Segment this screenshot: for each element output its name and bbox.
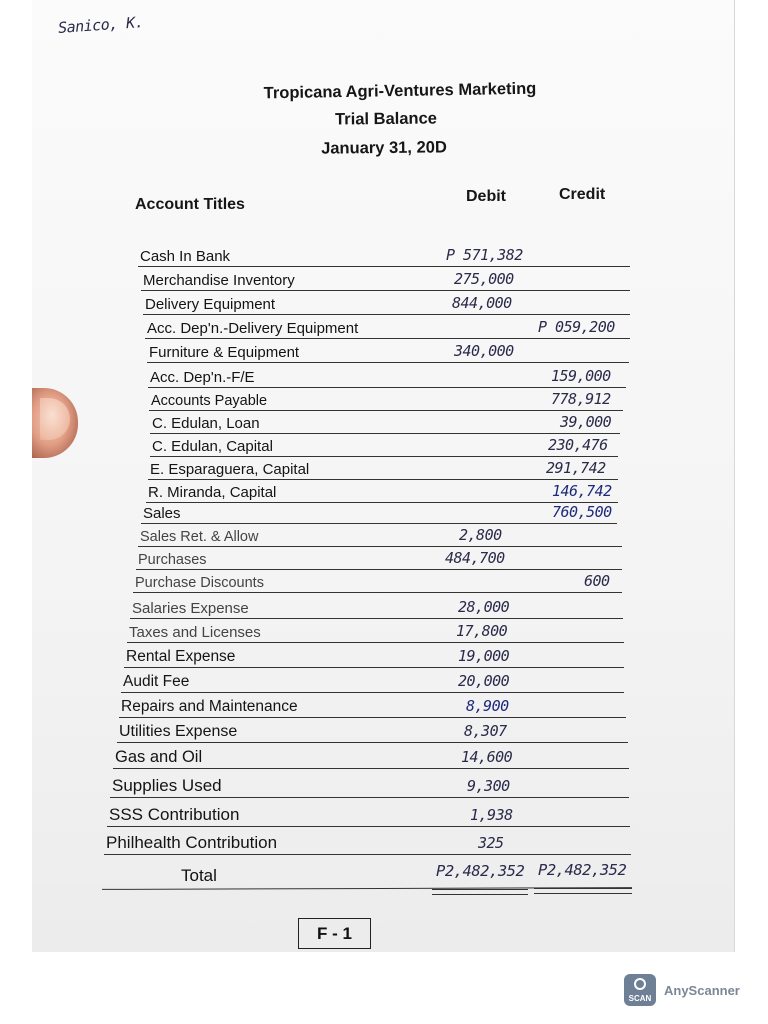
table-row [107, 802, 630, 827]
account-title: Acc. Dep'n.-Delivery Equipment [147, 320, 359, 337]
table-row [148, 455, 618, 480]
account-title: Sales [143, 505, 181, 522]
table-row [127, 618, 624, 643]
debit-amount: 9,300 [467, 777, 510, 795]
debit-amount: 1,938 [470, 806, 513, 824]
table-row [143, 290, 630, 315]
table-row [148, 363, 626, 388]
account-title: Utilities Expense [119, 723, 238, 740]
table-row [138, 522, 622, 547]
page-number-box: F - 1 [298, 918, 371, 949]
table-row [124, 643, 624, 668]
debit-amount: 8,307 [464, 722, 507, 740]
credit-amount: 146,742 [552, 482, 612, 500]
student-name: Sanico, K. [57, 13, 144, 37]
debit-amount: 2,800 [459, 526, 502, 544]
table-row [130, 594, 623, 619]
account-title: E. Esparaguera, Capital [150, 461, 310, 478]
account-title: Accounts Payable [151, 393, 268, 409]
account-title: Delivery Equipment [145, 296, 276, 313]
table-row [141, 266, 630, 291]
account-titles-header: Account Titles [135, 196, 245, 213]
debit-amount: 325 [478, 834, 504, 852]
total-label: Total [181, 866, 217, 885]
account-title: Repairs and Maintenance [121, 698, 298, 715]
account-title: R. Miranda, Capital [148, 484, 277, 501]
scan-icon [624, 974, 656, 1006]
table-row [117, 718, 628, 743]
total-debit: P2,482,352 [436, 862, 525, 880]
table-row [104, 830, 631, 855]
debit-amount: 28,000 [458, 598, 510, 616]
debit-amount: 20,000 [458, 672, 510, 690]
account-title: Salaries Expense [132, 600, 249, 617]
credit-amount: 159,000 [551, 367, 611, 385]
account-title: Merchandise Inventory [143, 272, 295, 289]
debit-amount: 844,000 [452, 294, 512, 312]
table-row [121, 668, 624, 693]
table-row [119, 693, 626, 718]
credit-amount: 230,476 [548, 436, 608, 454]
account-title: C. Edulan, Capital [152, 438, 273, 455]
account-title: SSS Contribution [109, 805, 240, 824]
table-row [133, 568, 622, 593]
scanner-watermark [624, 975, 740, 1005]
account-title: Purchase Discounts [135, 575, 264, 591]
table-row [113, 744, 629, 769]
account-title: Taxes and Licenses [129, 624, 261, 641]
debit-double-rule [432, 889, 528, 895]
table-row [110, 773, 629, 798]
table-row [141, 499, 617, 524]
statement-date: January 31, 20D [321, 138, 447, 158]
debit-amount: 340,000 [454, 342, 514, 360]
credit-amount: 760,500 [552, 503, 612, 521]
credit-amount: 291,742 [546, 459, 606, 477]
credit-amount: 778,912 [551, 390, 611, 408]
account-title: Sales Ret. & Allow [140, 529, 259, 545]
account-title: Furniture & Equipment [149, 344, 300, 361]
account-title: C. Edulan, Loan [152, 415, 260, 432]
account-title: Acc. Dep'n.-F/E [150, 369, 255, 386]
table-row [150, 409, 620, 434]
debit-amount: 484,700 [445, 549, 505, 567]
debit-amount: 8,900 [466, 697, 509, 715]
credit-amount: P 059,200 [538, 318, 615, 336]
account-title: Philhealth Contribution [106, 833, 278, 852]
table-row [150, 432, 618, 457]
debit-amount: P 571,382 [446, 246, 523, 264]
table-row [147, 338, 629, 363]
debit-amount: 275,000 [454, 270, 514, 288]
table-row [138, 242, 630, 267]
account-title: Purchases [138, 552, 207, 568]
total-credit: P2,482,352 [538, 861, 627, 879]
account-title: Cash In Bank [140, 248, 231, 265]
debit-amount: 14,600 [461, 748, 513, 766]
account-title: Supplies Used [112, 776, 222, 795]
account-title: Audit Fee [123, 673, 190, 690]
credit-double-rule [534, 888, 632, 894]
debit-header: Debit [466, 188, 506, 205]
table-row [149, 386, 623, 411]
statement-title: Trial Balance [334, 109, 437, 129]
credit-header: Credit [559, 186, 606, 203]
credit-amount: 39,000 [560, 413, 612, 431]
account-title: Gas and Oil [115, 748, 203, 766]
scanner-name: AnyScanner [664, 982, 740, 998]
debit-amount: 19,000 [458, 647, 510, 665]
table-row [136, 545, 622, 570]
account-title: Rental Expense [126, 648, 236, 665]
scan-icon-text: SCAN [628, 994, 652, 1003]
table-row [145, 314, 630, 339]
credit-amount: 600 [584, 572, 610, 590]
debit-amount: 17,800 [456, 622, 508, 640]
company-name: Tropicana Agri-Ventures Marketing [263, 79, 537, 103]
